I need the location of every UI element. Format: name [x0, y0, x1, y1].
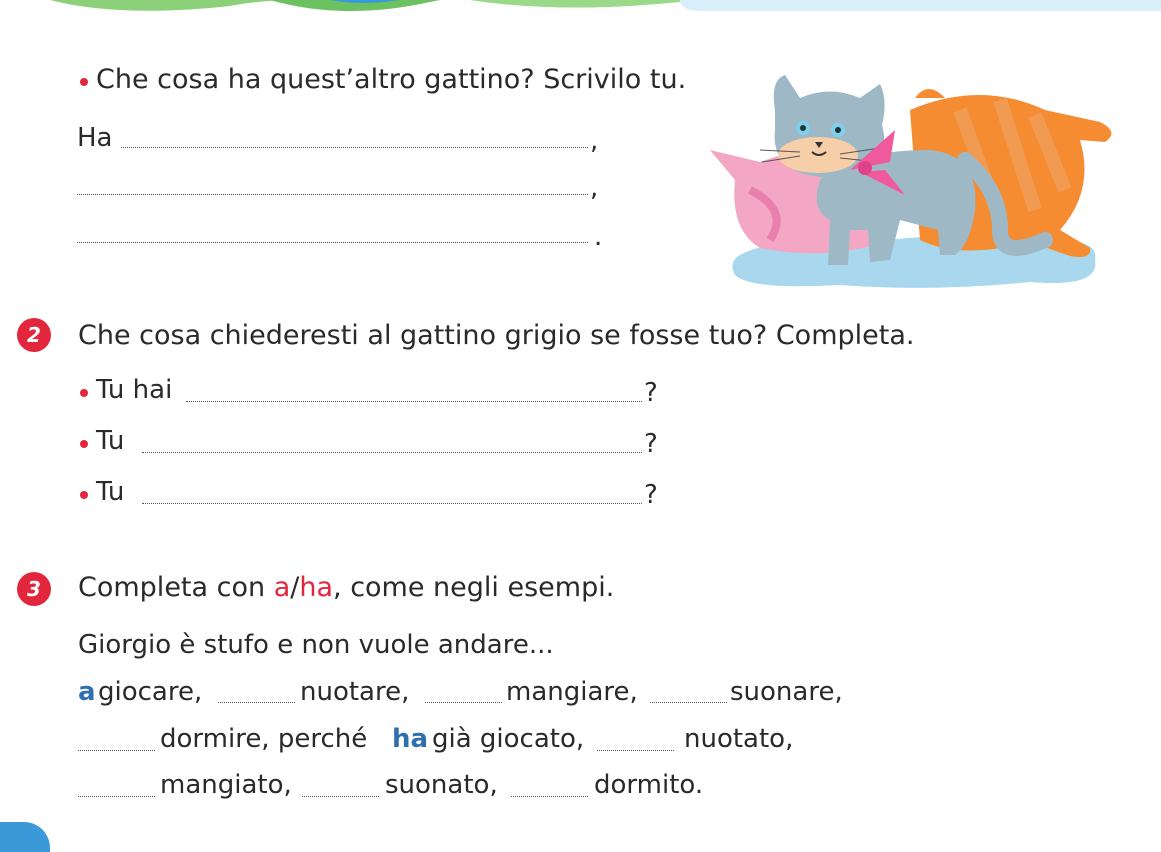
answer-line[interactable] [142, 503, 642, 504]
answer-blank[interactable] [511, 796, 588, 797]
item-end: ? [644, 429, 658, 459]
exercise-number-badge: 2 [17, 318, 51, 352]
answer-line[interactable] [142, 452, 642, 453]
item-end: ? [644, 480, 658, 510]
word: mangiare, [506, 677, 638, 707]
word: nuotato, [684, 724, 794, 754]
answer-line[interactable] [121, 147, 588, 148]
line2-end: , [590, 173, 599, 203]
answer-blank[interactable] [78, 796, 155, 797]
bullet [80, 440, 88, 448]
example-answer: ha [392, 724, 429, 754]
section1-prompt: Che cosa ha quest’altro gattino? Scrivilo tu. [96, 64, 687, 95]
word: suonare, [730, 677, 843, 707]
word: giocare, [98, 677, 203, 707]
bullet [80, 389, 88, 397]
bullet [80, 491, 88, 499]
line1-label: Ha [77, 123, 113, 153]
word: dormito. [594, 770, 704, 800]
word: mangiato, [160, 770, 292, 800]
word: già giocato, [432, 724, 585, 754]
title-text: , come negli esempi. [333, 572, 615, 603]
word: nuotare, [300, 677, 410, 707]
kitten-pillow-illustration [700, 70, 1140, 295]
exercise-number-badge: 3 [17, 572, 51, 606]
header-decoration [0, 0, 1161, 16]
answer-blank[interactable] [302, 796, 379, 797]
exercise2-title: Che cosa chiederesti al gattino grigio se fosse tuo? Completa. [78, 320, 915, 351]
exercise3-title [78, 572, 614, 603]
answer-blank[interactable] [78, 750, 155, 751]
item-label: Tu [96, 477, 125, 507]
answer-line[interactable] [186, 401, 642, 402]
answer-blank[interactable] [218, 702, 295, 703]
answer-blank[interactable] [650, 702, 727, 703]
title-ha: ha [299, 572, 334, 603]
example-answer: a [78, 677, 96, 707]
title-text: Completa con [78, 572, 274, 603]
answer-blank[interactable] [597, 750, 674, 751]
item-label: Tu [96, 426, 125, 456]
word: suonato, [385, 770, 498, 800]
answer-blank[interactable] [425, 702, 502, 703]
line1-end: , [590, 126, 599, 156]
title-a: a [273, 572, 291, 603]
bullet [80, 78, 88, 86]
exercise3-sentence: Giorgio è stufo e non vuole andare... [78, 630, 554, 660]
answer-line[interactable] [77, 242, 588, 243]
word: dormire, perché [160, 724, 368, 754]
page-corner-tab [0, 822, 50, 852]
item-end: ? [644, 378, 658, 408]
item-label: Tu hai [96, 375, 173, 405]
line3-end: . [594, 222, 603, 252]
answer-line[interactable] [77, 194, 588, 195]
title-slash: / [290, 572, 300, 603]
